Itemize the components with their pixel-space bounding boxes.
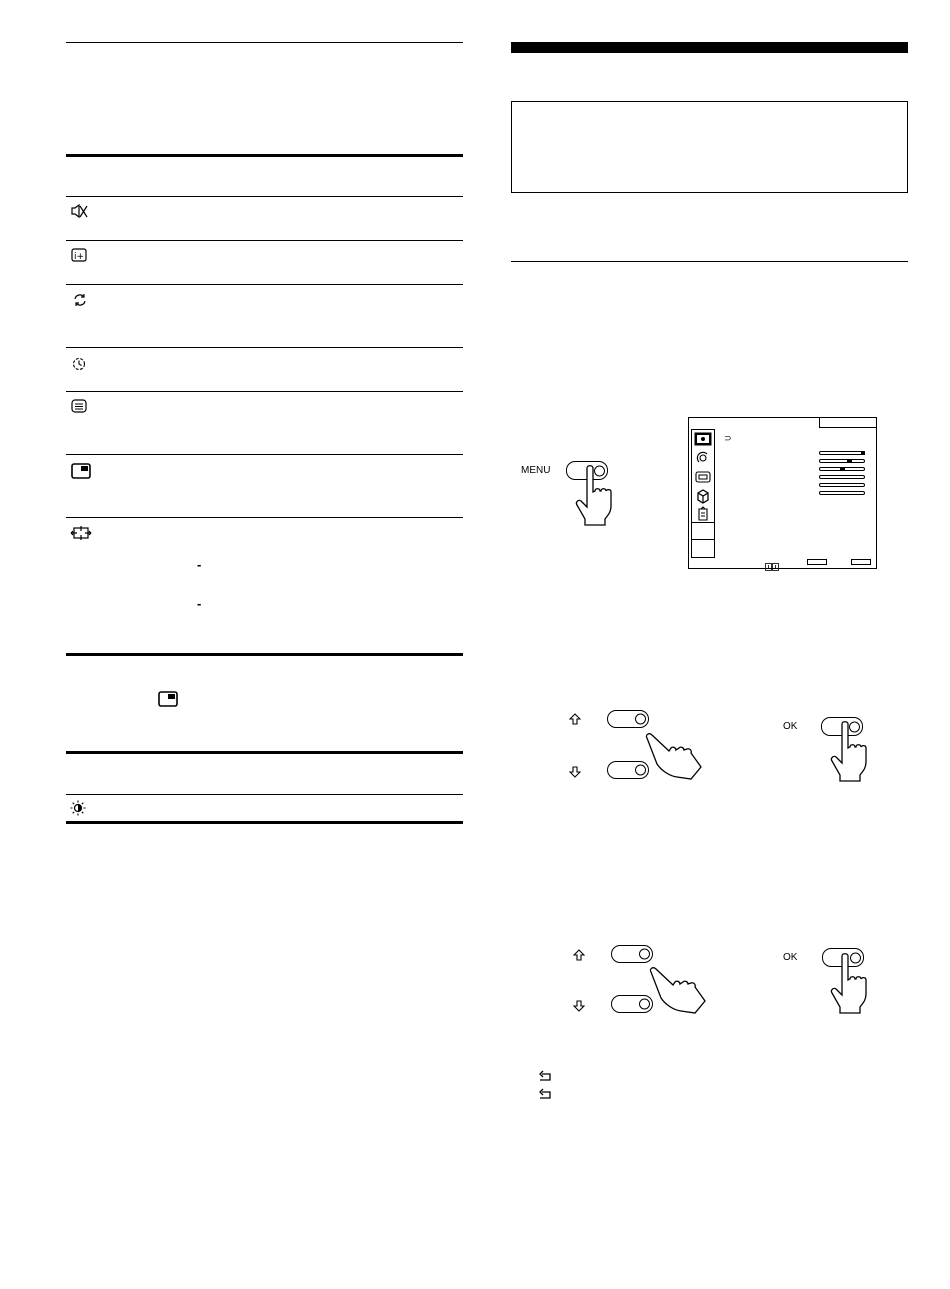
row-divider — [66, 347, 463, 348]
note-box — [511, 101, 908, 193]
down-arrow-icon — [573, 999, 585, 1017]
osd-menu-screen — [688, 417, 877, 569]
row-divider — [66, 454, 463, 455]
section-rule — [511, 261, 908, 262]
table2-bottom-rule — [66, 821, 463, 824]
screen-menu-icon — [695, 470, 711, 489]
teletext-icon — [71, 399, 87, 418]
row-divider — [66, 391, 463, 392]
osd-return-glyph: ⊃ — [724, 433, 732, 443]
osd-empty-bar — [819, 491, 865, 495]
osd-empty-bar — [819, 483, 865, 487]
osd-sidebar-divider — [691, 539, 715, 540]
picture-in-picture-icon — [71, 463, 91, 484]
info-plus-icon — [71, 248, 87, 267]
ok-label: OK — [783, 721, 798, 732]
options-menu-icon — [695, 506, 711, 527]
sound-menu-icon — [695, 451, 711, 470]
row-divider — [66, 517, 463, 518]
pointing-hand-icon — [828, 718, 872, 787]
osd-level-marker — [847, 459, 852, 463]
return-arrow-icon — [537, 1086, 553, 1105]
picture-in-picture-icon — [158, 691, 178, 712]
pointing-hand-icon — [643, 732, 705, 791]
osd-level-bar — [819, 467, 865, 471]
up-button[interactable] — [607, 710, 649, 728]
timer-icon — [72, 357, 86, 376]
heading-bar — [511, 42, 908, 53]
mute-icon — [70, 203, 88, 224]
osd-level-marker — [861, 451, 865, 455]
osd-sidebar-divider — [691, 522, 715, 523]
button-knob — [635, 714, 646, 725]
return-arrow-icon — [537, 1068, 553, 1087]
dash-marker: - — [197, 557, 202, 572]
osd-footer-button — [807, 559, 827, 565]
dash-marker: - — [197, 596, 202, 611]
row-divider — [66, 240, 463, 241]
up-arrow-icon — [573, 948, 585, 966]
row-divider — [66, 284, 463, 285]
down-arrow-icon — [569, 765, 581, 783]
osd-level-marker — [840, 467, 845, 471]
pointing-hand-icon — [573, 462, 617, 531]
table2-top-rule — [66, 751, 463, 754]
pointing-hand-icon — [647, 966, 709, 1025]
osd-level-bar — [819, 459, 865, 463]
osd-empty-bar — [819, 475, 865, 479]
osd-footer-button — [851, 559, 871, 565]
table-divider — [66, 196, 463, 197]
up-button[interactable] — [611, 945, 653, 963]
table2-divider — [66, 794, 463, 795]
brightness-icon — [70, 800, 86, 821]
pointing-hand-icon — [828, 950, 872, 1019]
menu-label: MENU — [521, 465, 551, 476]
refresh-icon — [72, 292, 88, 313]
navigation-arrows-icon — [765, 558, 779, 576]
table-top-rule — [66, 154, 463, 157]
svg-text:i+: i+ — [74, 252, 85, 262]
top-rule — [66, 42, 463, 43]
up-arrow-icon — [569, 712, 581, 730]
picture-menu-icon — [694, 432, 712, 451]
osd-level-bar — [819, 451, 865, 455]
osd-tab — [819, 418, 876, 428]
aspect-arrows-icon — [70, 525, 92, 546]
button-knob — [639, 949, 650, 960]
table-bottom-rule — [66, 653, 463, 656]
ok-label: OK — [783, 952, 798, 963]
